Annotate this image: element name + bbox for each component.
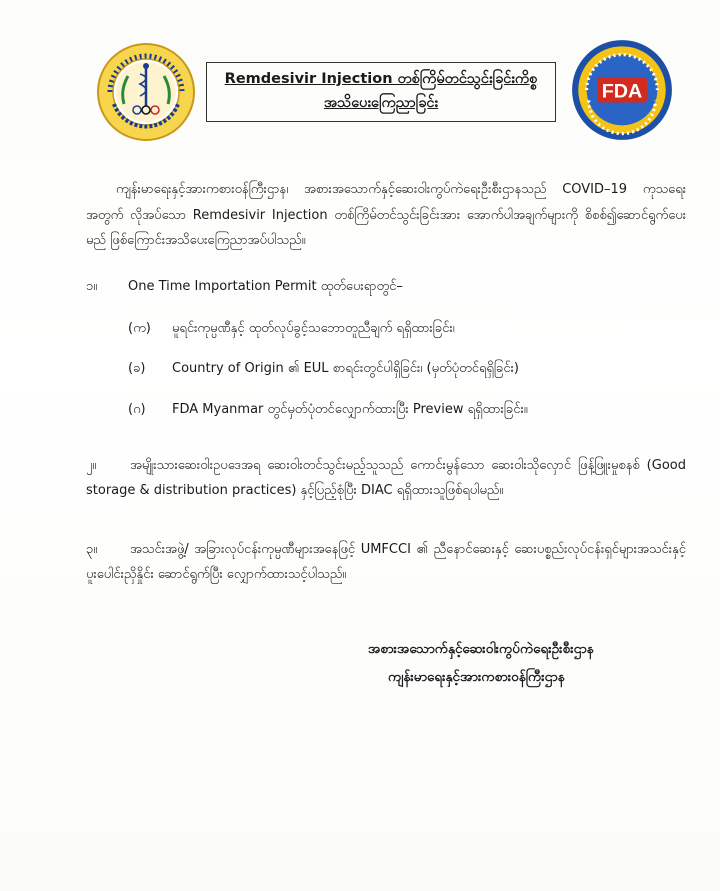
- title-box: [206, 62, 556, 122]
- item-c-mark: (ဂ): [128, 402, 146, 417]
- document-title: Remdesivir Injection တစ်ကြိမ်တင်သွင်းခြင်းကိစ္စ: [224, 71, 538, 87]
- fda-seal-label: FDA: [601, 80, 643, 103]
- document-subtitle: အသိပေးကြေညာခြင်း: [323, 95, 439, 111]
- fda-seal-icon: [570, 38, 674, 142]
- item-b-mark: (ခ): [128, 361, 146, 376]
- section-2-text: အမျိုးသားဆေးဝါးဥပဒေအရ ဆေးဝါးတင်သွင်းမည့်သူသည် ကောင်းမွန်သော ဆေးဝါးသိုလှောင် ဖြန့်ဖြူးမှုစနစ် (Good storage & distribution practices) နှင့်ပြည့်စုံပြီး DIAC ရရှိထားသူဖြစ်ရပါမည်။: [86, 458, 686, 498]
- section-1-heading: One Time Importation Permit ထုတ်ပေးရာတွင်–: [128, 279, 403, 294]
- signature-department: အစားအသောက်နှင့်ဆေးဝါးကွပ်ကဲရေးဦးစီးဌာန: [368, 641, 594, 657]
- signature-ministry: ကျန်းမာရေးနှင့်အားကစားဝန်ကြီးဌာန: [388, 669, 565, 685]
- section-2-number: ၂။: [86, 458, 97, 473]
- ministry-seal-icon: [96, 42, 196, 142]
- item-a-text: မူရင်းကုမ္ပဏီနှင့် ထုတ်လုပ်ခွင့်သဘောတူညီချက် ရရှိထားခြင်း၊: [172, 321, 455, 336]
- item-c-text: FDA Myanmar တွင်မှတ်ပုံတင်လျှောက်ထားပြီး Preview ရရှိထားခြင်း။: [172, 402, 528, 417]
- section-3-number: ၃။: [86, 542, 98, 557]
- section-1-number: ၁။: [86, 279, 98, 294]
- intro-paragraph: ကျန်းမာရေးနှင့်အားကစားဝန်ကြီးဌာန၊ အစားအသောက်နှင့်ဆေးဝါးကွပ်ကဲရေးဦးစီးဌာနသည် COVID–19 ကုသရေးအတွက် လိုအပ်သော Remdesivir Injection တစ်ကြိမ်တင်သွင်းခြင်းအား အောက်ပါအချက်များကို စိစစ်၍ဆောင်ရွက်ပေးမည် ဖြစ်ကြောင်းအသိပေးကြေညာအပ်ပါသည်။: [86, 182, 686, 248]
- section-3-text: အသင်းအဖွဲ့/ အခြားလုပ်ငန်းကုမ္ပဏီများအနေဖြင့် UMFCCI ၏ ညီနောင်ဆေးနှင့် ဆေးပစ္စည်းလုပ်ငန်းရှင်များအသင်းနှင့် ပူးပေါင်းညှိနှိုင်း ဆောင်ရွက်ပြီး လျှောက်ထားသင့်ပါသည်။: [86, 542, 686, 582]
- item-b-text: Country of Origin ၏ EUL စာရင်းတွင်ပါရှိခြင်း၊ (မှတ်ပုံတင်ရရှိခြင်း): [172, 361, 519, 376]
- item-a-mark: (က): [128, 321, 151, 336]
